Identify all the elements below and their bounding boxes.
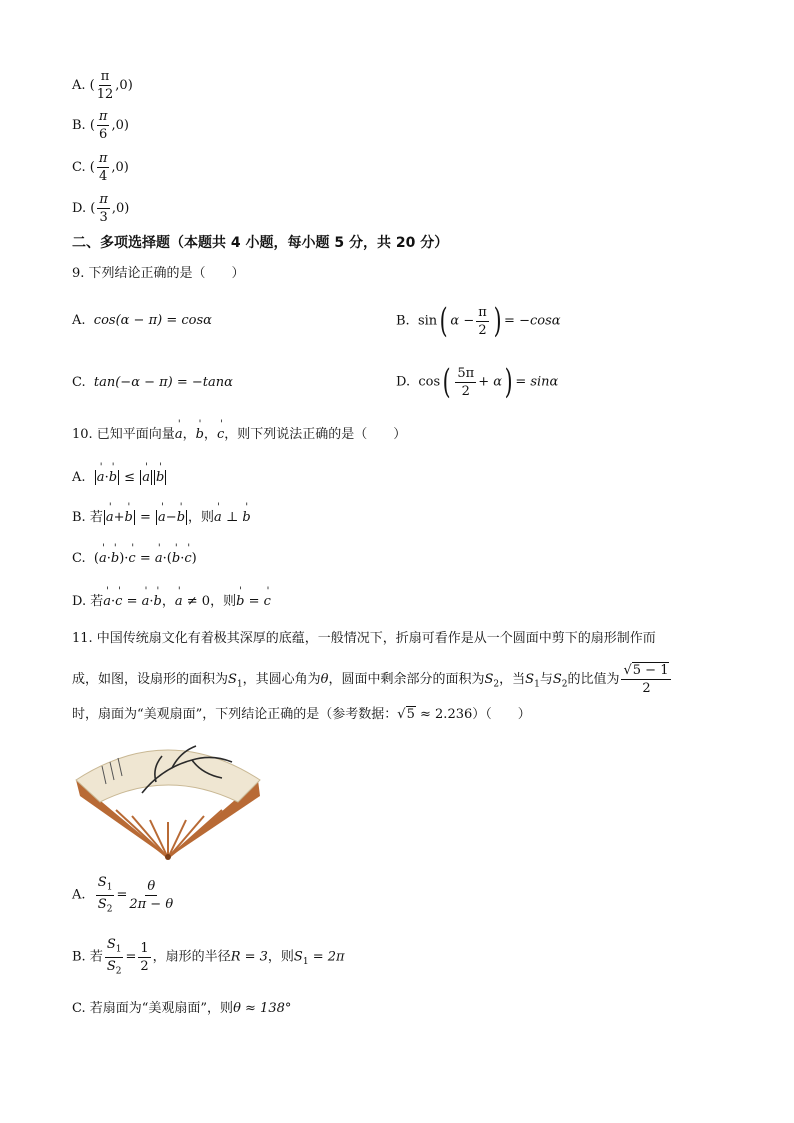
q11-option-a: A. $\frac{S_1}{S_2}$ = $\frac{\theta}{2\pi - \theta}$ bbox=[72, 875, 174, 915]
q8-option-d: D. ( $\frac{\pi}{3}$ ,0) bbox=[72, 192, 130, 225]
folding-fan-image bbox=[72, 738, 264, 862]
q11-line3: 时，扇面为“美观扇面”，下列结论正确的是（参考数据：√5 ≈ 2.236）（ ） bbox=[72, 707, 531, 722]
q9-option-b: B. sin( α − $\frac{\pi}{2}$ ) = −cosα bbox=[396, 301, 561, 341]
q10-option-a: A. ' a·' b ≤ ' a' b bbox=[72, 470, 167, 485]
q11-option-c: C. 若扇面为“美观扇面”，则θ ≈ 138° bbox=[72, 1001, 292, 1016]
fan-paper bbox=[76, 750, 260, 802]
q10-stem: 10. 已知平面向量' a，' b，' c，则下列说法正确的是（ ） bbox=[72, 428, 406, 441]
q9-option-a: A. cos(α − π) = cosα bbox=[72, 313, 212, 328]
fan-rivet bbox=[165, 854, 171, 860]
q10-option-d: D. 若' a·' c = ' a·' b，' a ≠ 0，则' b = ' c bbox=[72, 595, 271, 608]
q10-option-c: C. (' a·' b)·' c = ' a·(' b·' c) bbox=[72, 552, 197, 565]
q8-option-a: A. ( $\frac{\pi}{12}$ ,0) bbox=[72, 69, 133, 102]
q8-option-b: B. ( $\frac{\pi}{6}$ ,0) bbox=[72, 109, 129, 142]
q10-option-b: B. 若' a+' b = ' a−' b ，则' a ⊥ ' b bbox=[72, 510, 251, 525]
section-heading: 二、多项选择题（本题共 4 小题，每小题 5 分，共 20 分） bbox=[72, 235, 449, 251]
q11-option-b: B. 若 $\frac{S_1}{S_2}$ = $\frac{1}{2}$ ，扇形的半径R = 3，则$S_1 = 2\pi$ bbox=[72, 937, 345, 977]
q9-stem: 9. 下列结论正确的是（ ） bbox=[72, 266, 245, 281]
q11-line1: 11. 中国传统扇文化有着极其深厚的底蕴，一般情况下，折扇可看作是从一个圆面中剪下的扇形制作而 bbox=[72, 631, 656, 646]
q11-line2: 成，如图，设扇形的面积为$S_1$，其圆心角为θ，圆面中剩余部分的面积为$S_2$，当$S_1$与$S_2$的比值为 $\frac{√5 - 1}{2}$ bbox=[72, 664, 673, 695]
q9-option-c: C. tan(−α − π) = −tanα bbox=[72, 375, 233, 390]
q9-option-d: D. cos( $\frac{5\pi}{2}$ + α) = sinα bbox=[396, 362, 559, 402]
q8-option-c: C. ( $\frac{\pi}{4}$ ,0) bbox=[72, 151, 129, 184]
